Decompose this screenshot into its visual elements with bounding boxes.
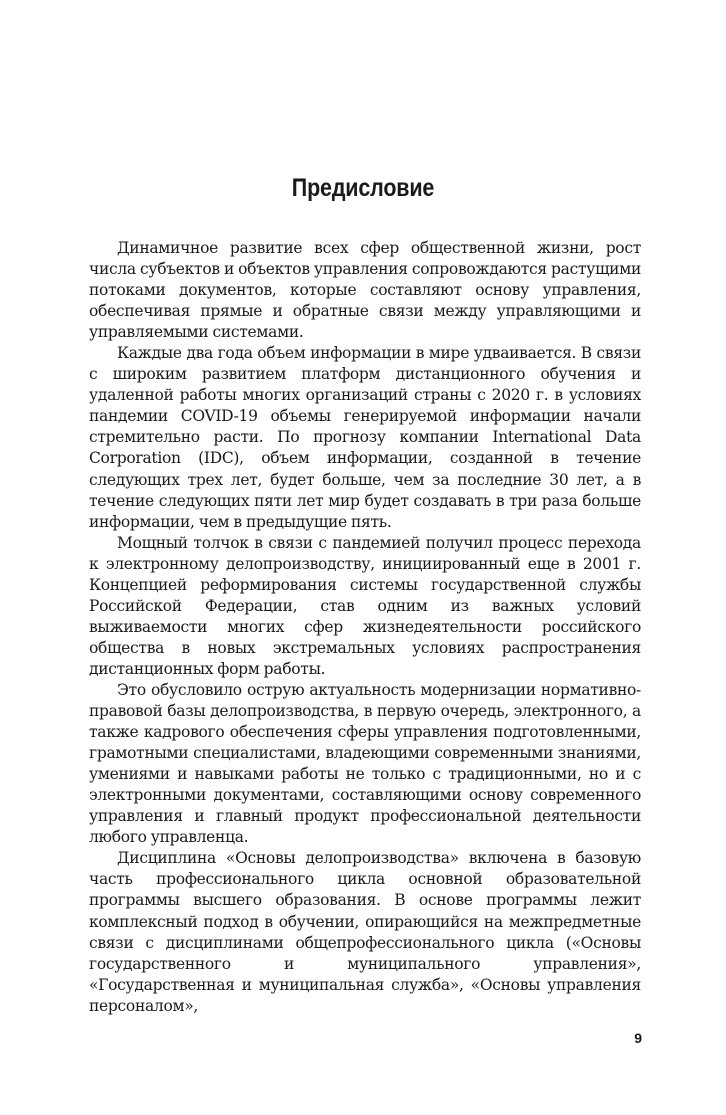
paragraph-4: Это обусловило острую актуальность модернизации нормативно-правовой базы делопроизводства, в первую очередь, электронного, а также кадрового обеспечения сферы управления подготовленными, грамотными специалистами, владеющими современными знаниями, умениями и навыками работы не только с традиционными, но и с электронными документами, составляющими основу современного управления и главный продукт профессиональной деятельности любого управленца.	[89, 680, 641, 847]
chapter-title: Предисловие	[291, 174, 435, 202]
paragraph-3: Мощный толчок в связи с пандемией получил процесс перехода к электронному делопроизводству, инициированный еще в 2001 г. Концепцией реформирования системы государственной службы Российской Федерации, став одним из важных условий выживаемости многих сфер жизнедеятельности российского общества в новых экстремальных условиях распространения дистанционных форм работы.	[89, 533, 641, 678]
paragraph-1: Динамичное развитие всех сфер общественной жизни, рост числа субъектов и объектов управления сопровождаются растущими потоками документов, которые составляют основу управления, обеспечивая прямые и обратные связи между управляющими и управляемыми системами.	[89, 239, 641, 342]
paragraph-5: Дисциплина «Основы делопроизводства» включена в базовую часть профессионального цикла основной образовательной программы высшего образования. В основе программы лежит комплексный подход в обучении, опирающийся на межпредметные связи с дисциплинами общепрофессионального цикла («Основы государственного и муниципального управления», «Государственная и муниципальная служба», «Основы управления персоналом»,	[89, 849, 641, 1015]
page-number: 9	[634, 1030, 642, 1046]
body-text	[89, 238, 641, 1017]
paragraph-2: Каждые два года объем информации в мире удваивается. В связи с широким развитием платформ дистанционного обучения и удаленной работы многих организаций страны с 2020 г. в условиях пандемии COVID-19 объемы генерируемой информации начали стремительно расти. По прогнозу компании International Data Corporation (IDC), объем информации, созданной в течение следующих трех лет, будет больше, чем за последние 30 лет, а в течение следующих пяти лет мир будет создавать в три раза больше информации, чем в предыдущие пять.	[89, 344, 641, 531]
